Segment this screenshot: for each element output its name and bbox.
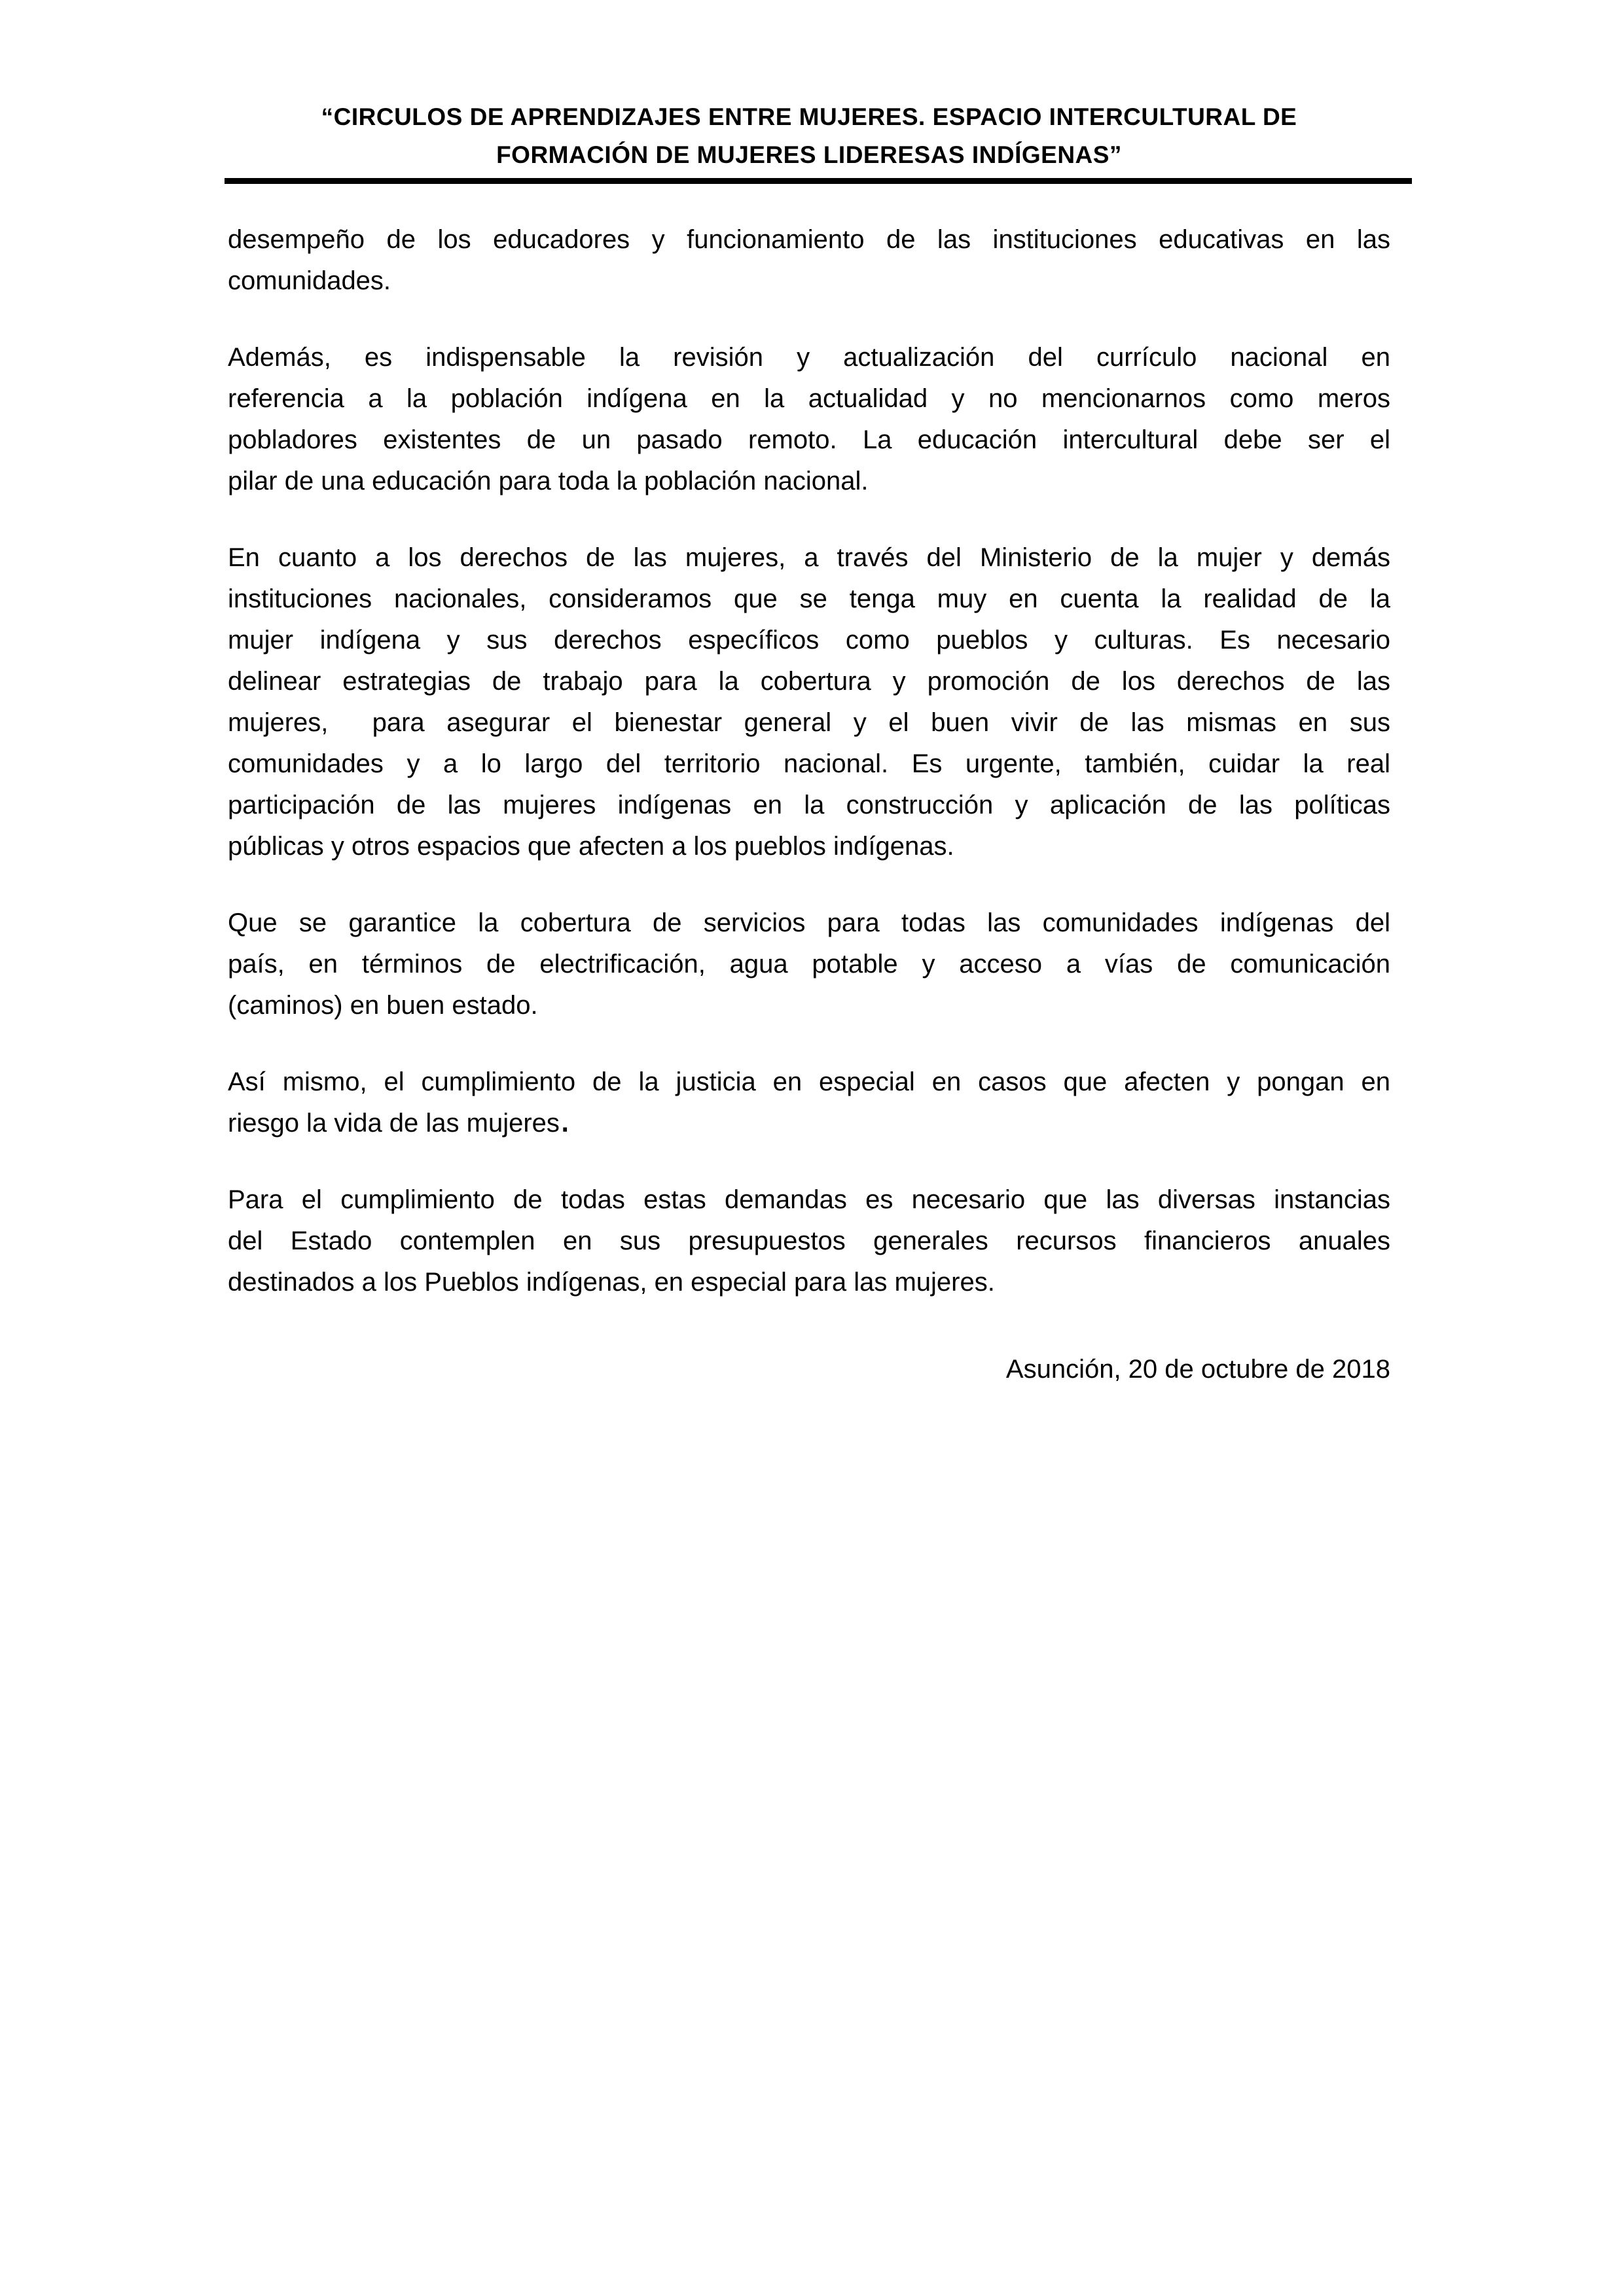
text-line: (caminos) en buen estado. — [228, 991, 538, 1020]
paragraph-1 — [228, 219, 1390, 302]
text-line: comunidades y a lo largo del territorio nacional. Es urgente, también, cuidar la real — [228, 749, 1390, 778]
header-divider-rule — [225, 178, 1412, 184]
text-line: instituciones nacionales, consideramos que se tenga muy en cuenta la realidad de la — [228, 584, 1390, 613]
paragraph-6 — [228, 1179, 1390, 1303]
text-line: Además, es indispensable la revisión y actualización del currículo nacional en — [228, 343, 1390, 372]
text-line: destinados a los Pueblos indígenas, en especial para las mujeres. — [228, 1268, 995, 1297]
text-line: mujeres, para asegurar el bienestar general y el buen vivir de las mismas en sus — [228, 708, 1390, 737]
large-period: . — [559, 1096, 571, 1140]
paragraph-2 — [228, 337, 1390, 502]
text-line: referencia a la población indígena en la actualidad y no mencionarnos como meros — [228, 384, 1390, 413]
text-line: pobladores existentes de un pasado remoto. La educación intercultural debe ser el — [228, 425, 1390, 454]
paragraph-3 — [228, 537, 1390, 867]
paragraph-5 — [228, 1062, 1390, 1144]
paragraph-4 — [228, 903, 1390, 1026]
text-line: riesgo la vida de las mujeres. — [228, 1096, 571, 1140]
text-line: Para el cumplimiento de todas estas demandas es necesario que las diversas instancias — [228, 1185, 1390, 1214]
text-line: comunidades. — [228, 266, 391, 295]
text-column — [228, 0, 1390, 1390]
text-line: desempeño de los educadores y funcionamiento de las instituciones educativas en las — [228, 225, 1390, 254]
document-body — [228, 219, 1390, 1303]
document-title-line-2: FORMACIÓN DE MUJERES LIDERESAS INDÍGENAS” — [496, 141, 1122, 168]
text-line: En cuanto a los derechos de las mujeres, a través del Ministerio de la mujer y demás — [228, 543, 1390, 572]
text-line: del Estado contemplen en sus presupuestos generales recursos financieros anuales — [228, 1227, 1390, 1255]
text-line: pilar de una educación para toda la población nacional. — [228, 467, 869, 495]
document-title — [228, 98, 1390, 174]
text-line: Que se garantice la cobertura de servicios para todas las comunidades indígenas del — [228, 908, 1390, 937]
text-line: participación de las mujeres indígenas en la construcción y aplicación de las políticas — [228, 791, 1390, 819]
text-line: Así mismo, el cumplimiento de la justicia en especial en casos que afecten y pongan en — [228, 1067, 1390, 1096]
text-line: delinear estrategias de trabajo para la cobertura y promoción de los derechos de las — [228, 667, 1390, 696]
dateline: Asunción, 20 de octubre de 2018 — [1005, 1355, 1390, 1384]
text-line: país, en términos de electrificación, agua potable y acceso a vías de comunicación — [228, 950, 1390, 978]
text-line: públicas y otros espacios que afecten a los pueblos indígenas. — [228, 832, 954, 861]
document-title-line-1: “CIRCULOS DE APRENDIZAJES ENTRE MUJERES. ESPACIO INTERCULTURAL DE — [321, 103, 1297, 130]
text-line: mujer indígena y sus derechos específicos como pueblos y culturas. Es necesario — [228, 626, 1390, 655]
